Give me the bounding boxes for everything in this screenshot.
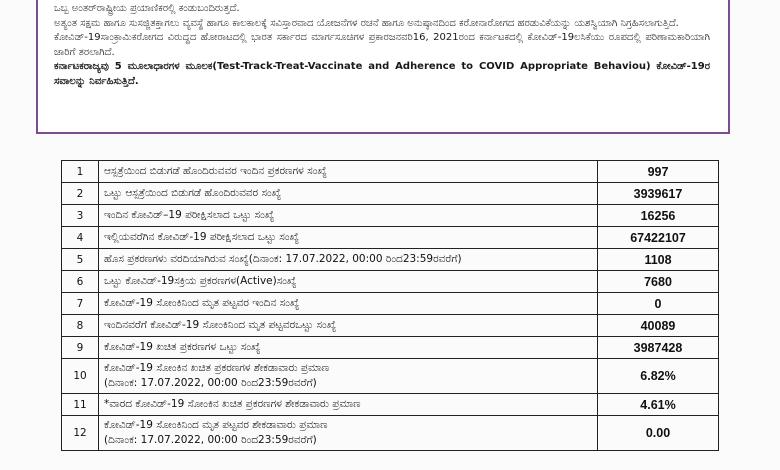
- covid-statistics-table: [61, 160, 719, 451]
- row-description: ಇಂದಿನವರೆಗೆ ಕೋವಿಡ್‌-19 ಸೋಂಕಿನಿಂದ ಮೃತ ಪಟ್ಟವರಒಟ್ಟು ಸಂಖ್ಯೆ: [99, 315, 598, 337]
- row-description-date: (ದಿನಾಂಕ: 17.07.2022, 00:00 ರಿಂದ23:59ರವರೆಗೆ): [104, 434, 317, 446]
- row-value: 7680: [598, 271, 719, 293]
- table-row: [62, 315, 719, 337]
- row-value: 6.82%: [598, 359, 719, 394]
- row-value: 3939617: [598, 183, 719, 205]
- row-number: 5: [62, 249, 99, 271]
- notice-paragraph: ಕರ್ನಾಟಕರಾಜ್ಯವು 5 ಮೂಲಾಧಾರಗಳ ಮೂಲಕ(Test-Track-Treat-Vaccinate and Adherence to COVID Appropriate Behaviou) ಕೋವಿಡ್‌-19ರ ಸವಾಲನ್ನು ನಿರ್ವಹಿಸುತ್ತಿದೆ.: [54, 61, 710, 87]
- table-row: [62, 416, 719, 451]
- row-number: 12: [62, 416, 99, 451]
- row-value: 40089: [598, 315, 719, 337]
- table-row: [62, 337, 719, 359]
- row-description: ಕೋವಿಡ್‌-19 ಸೋಂಕಿನಿಂದ ಮೃತ ಪಟ್ಟವರ ಇಂದಿನ ಸಂಖ್ಯೆ: [99, 293, 598, 315]
- row-description: *ವಾರದ ಕೋವಿಡ್‌-19 ಸೋಂಕಿನ ಖಚಿತ ಪ್ರಕರಣಗಳ ಶೇಕಡಾವಾರು ಪ್ರಮಾಣ: [99, 394, 598, 416]
- table-row: [62, 359, 719, 394]
- row-description-date: (ದಿನಾಂಕ: 17.07.2022, 00:00 ರಿಂದ23:59ರವರೆಗೆ): [104, 377, 317, 389]
- row-description: [99, 359, 598, 394]
- table-row: [62, 249, 719, 271]
- row-number: 9: [62, 337, 99, 359]
- table-row: [62, 271, 719, 293]
- row-number: 10: [62, 359, 99, 394]
- row-description: ಇಲ್ಲಿಯವರೆಗಿನ ಕೋವಿಡ್‌-19 ಪರೀಕ್ಷಿಸಲಾದ ಒಟ್ಟು ಸಂಖ್ಯೆ: [99, 227, 598, 249]
- row-number: 1: [62, 161, 99, 183]
- row-description: ಆಸ್ಪತ್ರೆಯಿಂದ ಬಿಡುಗಡೆ ಹೊಂದಿರುವವರ ಇಂದಿನ ಪ್ರಕರಣಗಳ ಸಂಖ್ಯೆ: [99, 161, 598, 183]
- notice-paragraph: ಕೋವಿಡ್‌-19ಸಾಂಕ್ರಾಮಿಕರೋಗದ ವಿರುದ್ಧದ ಹೋರಾಟದಲ್ಲಿ ಭಾರತ ಸರ್ಕಾರದ ಮಾರ್ಗಸೂಚಿಗಳ ಪ್ರಕಾರಜನವರಿ16, 2021ರಂದ ಕರ್ನಾಟಕದಲ್ಲಿ ಕೋವಿಡ್‌-19ಲಸಿಕೆಯು ರೂಪದಲ್ಲಿ ಪರಿಣಾಮಕಾರಿಯಾಗಿ ಜಾರಿಗೆ ತರಲಾಗಿದೆ.: [54, 32, 710, 58]
- row-number: 6: [62, 271, 99, 293]
- table-row: [62, 183, 719, 205]
- row-value: 1108: [598, 249, 719, 271]
- row-value: 0: [598, 293, 719, 315]
- row-number: 7: [62, 293, 99, 315]
- row-number: 11: [62, 394, 99, 416]
- row-number: 2: [62, 183, 99, 205]
- table-row: [62, 293, 719, 315]
- notice-paragraph: ಒಬ್ಬ ಅಂತರ್‌ರಾಷ್ಟ್ರೀಯ ಪ್ರಯಾಣಿಕರಲ್ಲಿ ಕಂಡುಬಂದಿರುತ್ತದೆ.: [54, 3, 240, 14]
- row-description: ಒಟ್ಟು ಕೋವಿಡ್‌-19ಸಕ್ರಿಯ ಪ್ರಕರಣಗಳ(Active)ಸಂಖ್ಯೆ: [99, 271, 598, 293]
- row-value: 0.00: [598, 416, 719, 451]
- table-row: [62, 205, 719, 227]
- table-row: [62, 161, 719, 183]
- row-description: ಕೋವಿಡ್‌-19 ಖಚಿತ ಪ್ರಕರಣಗಳ ಒಟ್ಟು ಸಂಖ್ಯೆ: [99, 337, 598, 359]
- row-value: 16256: [598, 205, 719, 227]
- row-value: 3987428: [598, 337, 719, 359]
- row-number: 8: [62, 315, 99, 337]
- row-number: 3: [62, 205, 99, 227]
- table-row: [62, 227, 719, 249]
- notice-paragraph: ಅತ್ಯಂತ ಸಕ್ಷಮ ಹಾಗೂ ಸುಸಜ್ಜಿತಕ್ತಾಗಲು ವ್ಯವಸ್ಥೆ ಹಾಗೂ ಕಾಲಕಾಲಕ್ಕೆ ಸವಿಸ್ತಾರವಾದ ಯೋಜನೆಗಳ ರಚನೆ ಹಾಗೂ ಅನುಷ್ಠಾನದಿಂದ ಕರೋನಾರೋಗದ ಹರಡುವಿಕೆಯನ್ನು ಯಶಸ್ವಿಯಾಗಿ ನಿಗ್ರಹಿಸಲಾಗುತ್ತಿದೆ.: [54, 17, 679, 29]
- row-value: 4.61%: [598, 394, 719, 416]
- row-description: ಒಟ್ಟು ಆಸ್ಪತ್ರೆಯಿಂದ ಬಿಡುಗಡೆ ಹೊಂದಿರುವವರ ಸಂಖ್ಯೆ: [99, 183, 598, 205]
- row-description-line: ಕೋವಿಡ್‌-19 ಸೋಂಕಿನ ಖಚಿತ ಪ್ರಕರಣಗಳ ಶೇಕಡಾವಾರು ಪ್ರಮಾಣ: [104, 362, 330, 374]
- row-value: 997: [598, 161, 719, 183]
- row-number: 4: [62, 227, 99, 249]
- table-row: [62, 394, 719, 416]
- row-description-line: ಕೋವಿಡ್‌-19 ಸೋಂಕಿನಿಂದ ಮೃತ ಪಟ್ಟವರ ಶೇಕಡಾವಾರು ಪ್ರಮಾಣ: [104, 419, 328, 431]
- row-description: [99, 416, 598, 451]
- row-value: 67422107: [598, 227, 719, 249]
- row-description: ಇಂದಿನ ಕೋವಿಡ್‌–19 ಪರೀಕ್ಷಿಸಲಾದ ಒಟ್ಟು ಸಂಖ್ಯೆ: [99, 205, 598, 227]
- notice-box: [36, 0, 730, 134]
- row-description: ಹೊಸ ಪ್ರಕರಣಗಳು ವರದಿಯಾಗಿರುವ ಸಂಖ್ಯೆ(ದಿನಾಂಕ: 17.07.2022, 00:00 ರಿಂದ23:59ರವರೆಗೆ): [99, 249, 598, 271]
